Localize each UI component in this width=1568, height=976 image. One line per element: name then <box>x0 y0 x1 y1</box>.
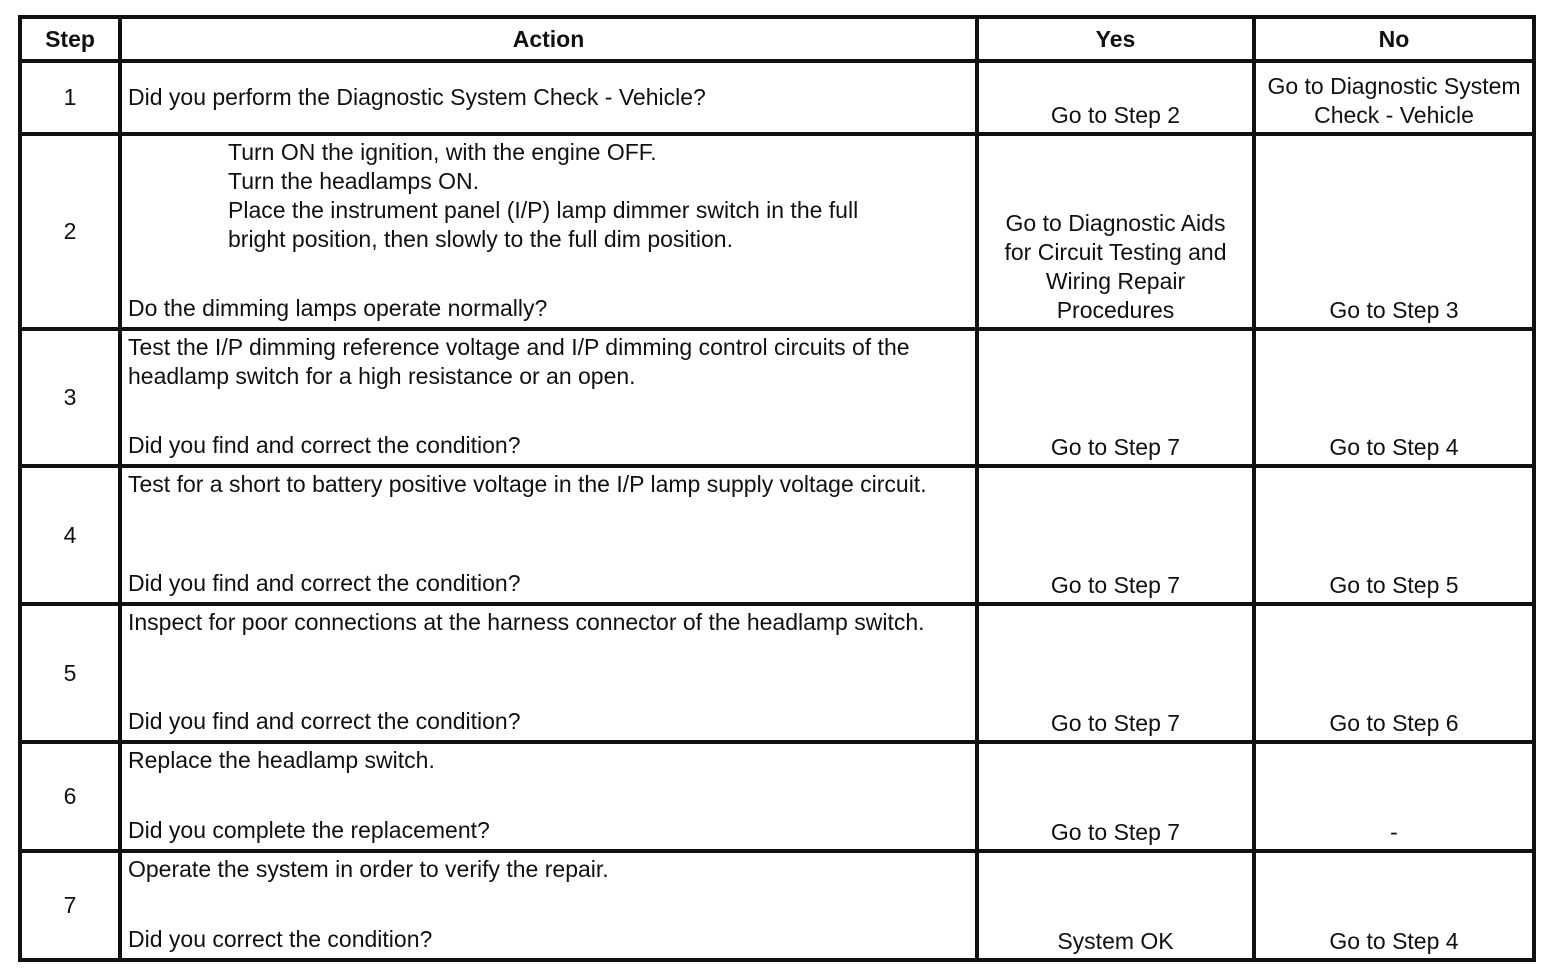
step-number: 2 <box>20 134 120 329</box>
action-cell <box>120 742 977 851</box>
no-cell: Go to Step 6 <box>1254 604 1534 742</box>
action-question: Do the dimming lamps operate normally? <box>128 295 548 321</box>
header-action: Action <box>120 17 977 61</box>
table-row <box>20 134 1534 329</box>
yes-cell: Go to Diagnostic Aids for Circuit Testing and Wiring Repair Procedures <box>977 134 1254 329</box>
action-instruction: Operate the system in order to verify the repair. <box>128 856 609 882</box>
action-cell <box>120 466 977 604</box>
action-instruction: Test for a short to battery positive voltage in the I/P lamp supply voltage circuit. <box>128 471 927 497</box>
action-instruction: Place the instrument panel (I/P) lamp dimmer switch in the full bright position, then slowly to the full dim position. <box>228 197 859 252</box>
no-cell: Go to Step 3 <box>1254 134 1534 329</box>
table-row <box>20 329 1534 466</box>
action-question: Did you correct the condition? <box>128 926 433 952</box>
action-cell <box>120 61 977 134</box>
step-number: 1 <box>20 61 120 134</box>
step-number: 5 <box>20 604 120 742</box>
diagnostic-table <box>18 15 1536 962</box>
step-number: 6 <box>20 742 120 851</box>
yes-cell: Go to Step 7 <box>977 329 1254 466</box>
step-number: 3 <box>20 329 120 466</box>
table-row <box>20 61 1534 134</box>
header-yes: Yes <box>977 17 1254 61</box>
header-row <box>20 17 1534 61</box>
action-instruction: Replace the headlamp switch. <box>128 747 435 773</box>
action-cell <box>120 134 977 329</box>
action-cell <box>120 329 977 466</box>
action-question: Did you find and correct the condition? <box>128 708 521 734</box>
table-row <box>20 604 1534 742</box>
header-no: No <box>1254 17 1534 61</box>
action-question: Did you find and correct the condition? <box>128 432 521 458</box>
yes-cell: System OK <box>977 851 1254 960</box>
no-cell: - <box>1254 742 1534 851</box>
table-row <box>20 851 1534 960</box>
table-row <box>20 742 1534 851</box>
action-instruction: Turn the headlamps ON. <box>228 168 479 194</box>
no-cell: Go to Step 4 <box>1254 851 1534 960</box>
yes-cell: Go to Step 7 <box>977 742 1254 851</box>
action-question: Did you perform the Diagnostic System Check - Vehicle? <box>128 84 706 110</box>
no-cell: Go to Step 5 <box>1254 466 1534 604</box>
no-cell: Go to Diagnostic System Check - Vehicle <box>1254 61 1534 134</box>
action-instruction: Turn ON the ignition, with the engine OFF. <box>228 139 657 165</box>
yes-cell: Go to Step 2 <box>977 61 1254 134</box>
action-cell <box>120 604 977 742</box>
step-number: 7 <box>20 851 120 960</box>
no-cell: Go to Step 4 <box>1254 329 1534 466</box>
action-question: Did you find and correct the condition? <box>128 570 521 596</box>
yes-cell: Go to Step 7 <box>977 466 1254 604</box>
action-instruction: Test the I/P dimming reference voltage and I/P dimming control circuits of the headlamp switch for a high resistance or an open. <box>128 334 910 389</box>
action-question: Did you complete the replacement? <box>128 817 490 843</box>
yes-cell: Go to Step 7 <box>977 604 1254 742</box>
action-cell <box>120 851 977 960</box>
header-step: Step <box>20 17 120 61</box>
table-row <box>20 466 1534 604</box>
action-instruction: Inspect for poor connections at the harness connector of the headlamp switch. <box>128 609 925 635</box>
step-number: 4 <box>20 466 120 604</box>
